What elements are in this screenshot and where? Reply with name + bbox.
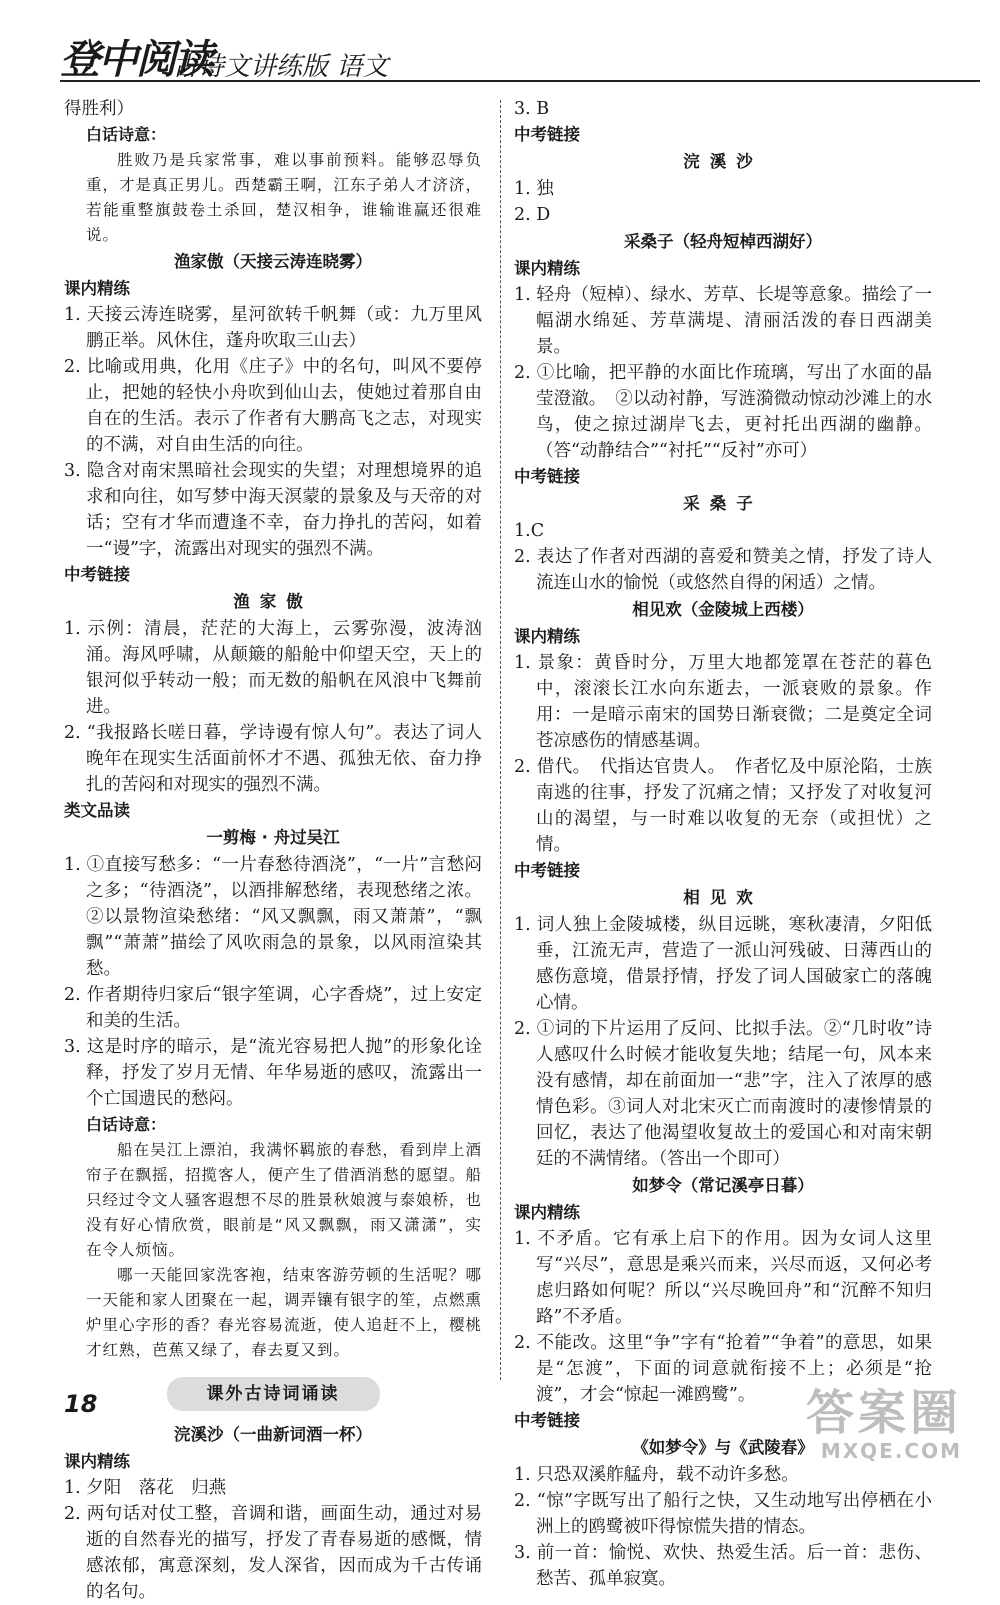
poem-title: 相见欢（金陵城上西楼）: [632, 600, 814, 619]
answer-item: 1. 轻舟（短棹）、绿水、芳草、长堤等意象。描绘了一幅湖水绵延、芳草满堤、清丽活泼的春日西湖美景。: [514, 285, 932, 357]
poem-title: 采桑子: [683, 494, 763, 513]
poem-title: 渔家傲（天接云涛连晓雾）: [174, 252, 372, 271]
section-label: 课内精练: [514, 1203, 580, 1222]
section-label: 课内精练: [64, 1452, 130, 1471]
poem-title: 如梦令（常记溪亭日暮）: [632, 1176, 814, 1195]
section-banner: [64, 1377, 482, 1411]
answer-line: 1.C: [514, 521, 545, 541]
answer-item: 1. 夕阳 落花 归燕: [64, 1478, 227, 1498]
page-number: 18: [64, 1390, 98, 1418]
answer-item: 2. 表达了作者对西湖的喜爱和赞美之情，抒发了诗人流连山水的愉悦（或悠然自得的闲适）之情。: [514, 547, 932, 593]
answer-line: 3. B: [514, 99, 550, 119]
paraphrase-label: 白话诗意：: [86, 125, 167, 144]
answer-item: 1. 景象：黄昏时分，万里大地都笼罩在苍茫的暮色中，滚滚长江水向东逝去，一派衰败的景象。作用：一是暗示南宋的国势日渐衰微；二是奠定全词苍凉感伤的情感基调。: [514, 653, 932, 751]
poem-title: 浣溪沙: [683, 152, 763, 171]
watermark-text: 答案圈: [805, 1385, 962, 1441]
answer-item: 3. 这是时序的暗示，是“流光容易把人抛”的形象化诠释，抒发了岁月无情、年华易逝的感叹，流露出一个亡国遗民的愁闷。: [64, 1037, 482, 1109]
section-label: 中考链接: [514, 1411, 580, 1430]
answer-item: 1. 天接云涛连晓雾，星河欲转千帆舞（或：九万里风鹏正举。风休住，蓬舟吹取三山去）: [64, 305, 482, 351]
header-rule: [60, 80, 980, 82]
answer-item: 2. 作者期待归家后“银字笙调，心字香烧”，过上安定和美的生活。: [64, 985, 482, 1031]
answer-item: 1. 只恐双溪舴艋舟，载不动许多愁。: [514, 1465, 799, 1485]
watermark-url: MXQE.COM: [820, 1439, 962, 1463]
answer-item: 2. 两句话对仗工整，音调和谐，画面生动，通过对易逝的自然春光的描写，抒发了青春易逝的感慨，情感浓郁，寓意深刻，发人深省，因而成为千古传诵的名句。: [64, 1504, 482, 1602]
book-subtitle: 古诗文讲练版 语文: [172, 52, 389, 82]
paraphrase-text: 胜败乃是兵家常事，难以事前预料。能够忍辱负重，才是真正男儿。西楚霸王啊，江东子弟人才济济，若能重整旗鼓卷土杀回，楚汉相争，谁输谁赢还很难说。: [86, 151, 483, 244]
section-label: 课内精练: [514, 627, 580, 646]
answer-item: 2. ①词的下片运用了反问、比拟手法。②“几时收”诗人感叹什么时候才能收复失地；结尾一句，风本来没有感情，却在前面加一“悲”字，注入了浓厚的感情色彩。③词人对北宋灭亡而南渡时的凄惨情景的回忆，表达了他渴望收复故土的爱国心和对南宋朝廷的不满情绪。（答出一个即可）: [514, 1019, 932, 1169]
section-label: 中考链接: [514, 861, 580, 880]
answer-item: 3. 隐含对南宋黑暗社会现实的失望；对理想境界的追求和向往，如写梦中海天溟蒙的景象及与天帝的对话；空有才华而遭逢不幸，奋力挣扎的苦闷，如着一“谩”字，流露出对现实的强烈不满。: [64, 461, 482, 559]
watermark: [806, 1387, 962, 1463]
right-column: [514, 96, 932, 1592]
answer-item: 1. 词人独上金陵城楼，纵目远眺，寒秋凄清，夕阳低垂，江流无声，营造了一派山河残破、日薄西山的感伤意境，借景抒情，抒发了词人国破家亡的落魄心情。: [514, 915, 932, 1013]
paraphrase-text: 哪一天能回家洗客袍，结束客游劳顿的生活呢？哪一天能和家人团聚在一起，调弄镶有银字的笙，点燃熏炉里心字形的香？春光容易流逝，使人追赶不上，樱桃才红熟，芭蕉又绿了，春去夏又到。: [86, 1266, 483, 1359]
section-label: 课内精练: [64, 279, 130, 298]
answer-line: 得胜利）: [64, 99, 134, 119]
section-label: 类文品读: [64, 801, 130, 820]
poem-title: 相见欢: [683, 888, 763, 907]
section-banner-label: 课外古诗词诵读: [167, 1377, 380, 1411]
answer-item: 1. 示例：清晨，茫茫的大海上，云雾弥漫，波涛汹涌。海风呼啸，从颠簸的船舱中仰望天空，天上的银河似乎转动一般；而无数的船帆在风浪中飞舞前进。: [64, 619, 482, 717]
answer-item: 2. “我报路长嗟日暮，学诗谩有惊人句”。表达了词人晚年在现实生活面前怀才不遇、孤独无依、奋力挣扎的苦闷和对现实的强烈不满。: [64, 723, 482, 795]
paraphrase-text: 船在吴江上漂泊，我满怀羁旅的春愁，看到岸上酒帘子在飘摇，招揽客人，便产生了借酒消愁的愿望。船只经过令文人骚客遐想不尽的胜景秋娘渡与泰娘桥，也没有好心情欣赏，眼前是“风又飘飘，雨又潇潇”，实在令人烦恼。: [86, 1141, 483, 1259]
paraphrase-label: 白话诗意：: [86, 1115, 167, 1134]
section-label: 中考链接: [514, 467, 580, 486]
answer-item: 2. 不能改。这里“争”字有“抢着”“争着”的意思，如果是“怎渡”，下面的词意就衔接不上；必须是“抢渡”，才会“惊起一滩鸥鹭”。: [514, 1333, 932, 1405]
answer-item: 1. 不矛盾。它有承上启下的作用。因为女词人这里写“兴尽”，意思是乘兴而来，兴尽而返，又何必考虑归路如何呢？所以“兴尽晚回舟”和“沉醉不知归路”不矛盾。: [514, 1229, 932, 1327]
answer-item: 2. 比喻或用典，化用《庄子》中的名句，叫风不要停止，把她的轻快小舟吹到仙山去，使她过着那自由自在的生活。表示了作者有大鹏高飞之志，对现实的不满，对自由生活的向往。: [64, 357, 482, 455]
poem-title: 采桑子（轻舟短棹西湖好）: [624, 232, 822, 251]
poem-title: 《如梦令》与《武陵春》: [632, 1438, 814, 1457]
column-divider: [500, 100, 501, 1380]
answer-item: 2. 借代。 代指达官贵人。 作者忆及中原沦陷，士族南逃的往事，抒发了沉痛之情；又抒发了对收复河山的渴望，与一时难以收复的无奈（或担忧）之情。: [514, 757, 932, 855]
section-label: 课内精练: [514, 259, 580, 278]
answer-item: 1. ①直接写愁多：“一片春愁待酒浇”，“一片”言愁闷之多；“待酒浇”，以酒排解愁绪，表现愁绪之浓。②以景物渲染愁绪：“风又飘飘，雨又萧萧”，“飘飘”“萧萧”描绘了风吹雨急的景象，以风雨渲染其愁。: [64, 855, 482, 979]
book-logo: 登中阅读: [60, 36, 212, 83]
poem-title: 一剪梅 · 舟过吴江: [206, 828, 340, 847]
poem-title: 渔家傲: [233, 592, 313, 611]
answer-item: 2. “惊”字既写出了船行之快，又生动地写出停栖在小洲上的鸥鹭被吓得惊慌失措的情态。: [514, 1491, 932, 1537]
answer-line: 2. D: [514, 205, 551, 225]
answer-item: 2. ①比喻，把平静的水面比作琉璃，写出了水面的晶莹澄澈。 ②以动衬静，写涟漪微动惊动沙滩上的水鸟，使之掠过湖岸飞去，更衬托出西湖的幽静。（答“动静结合”“衬托”“反衬”亦可）: [514, 363, 932, 461]
answer-item: 3. 前一首：愉悦、欢快、热爱生活。后一首：悲伤、愁苦、孤单寂寞。: [514, 1543, 932, 1589]
poem-title: 浣溪沙（一曲新词酒一杯）: [174, 1425, 372, 1444]
section-label: 中考链接: [514, 125, 580, 144]
page-header: [60, 28, 960, 88]
left-column: [64, 96, 482, 1605]
answer-line: 1. 独: [514, 179, 554, 199]
section-label: 中考链接: [64, 565, 130, 584]
